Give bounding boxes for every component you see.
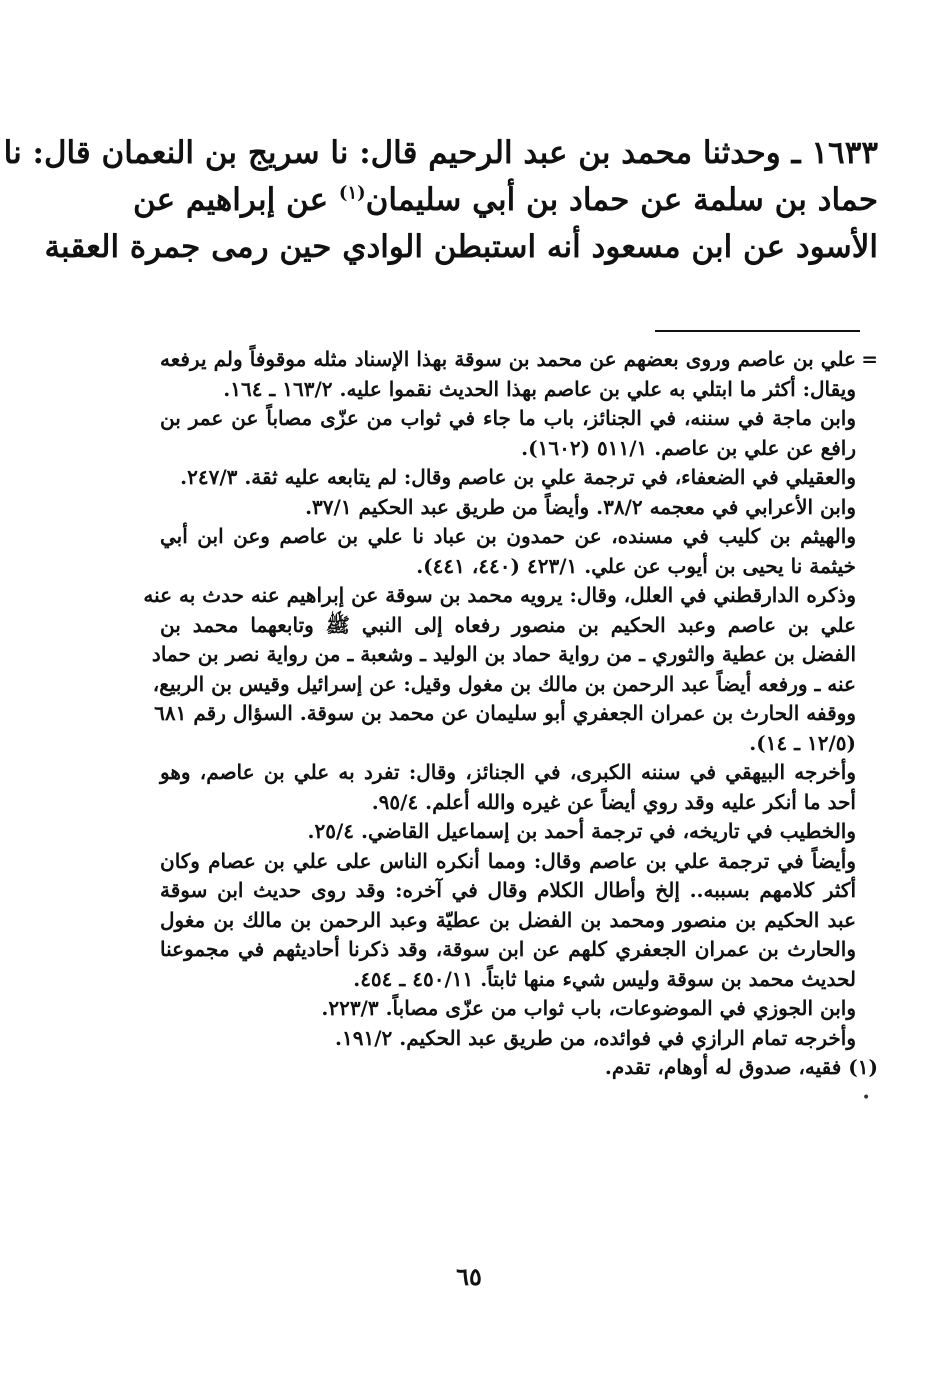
continuation-mark: = xyxy=(861,347,878,371)
note-line-text: الفضل بن عطية والثوري ـ من رواية حماد بن الوليد ـ وشعبة ـ من رواية نصر بن حماد xyxy=(151,642,856,666)
note-line xyxy=(160,404,878,434)
hadith-line-2-text-b: عن إبراهيم عن xyxy=(133,182,339,218)
note-line-text: ويقال: أكثر ما ابتلي به علي بن عاصم بهذا الحديث نقموا عليه. ١٦٣/٢ ـ ١٦٤. xyxy=(223,376,856,401)
note-line-text: (١٢/٥ ـ ١٤). xyxy=(749,730,856,755)
note-line-text: والحارث بن عمران الجعفري كلهم عن ابن سوقة، وقد ذكرنا أحاديثهم في مجموعنا xyxy=(160,937,856,961)
note-line xyxy=(160,965,878,995)
hadith-number: ١٦٣٣ xyxy=(811,135,878,171)
footnotes-block xyxy=(143,345,878,1083)
note-line-text: أحد ما أنكر عليه وقد روي أيضاً عن غيره والله أعلم. ٩٥/٤. xyxy=(371,789,856,814)
page-number: ٦٥ xyxy=(456,1262,482,1291)
note-line xyxy=(154,699,878,729)
note-line xyxy=(151,640,878,670)
note-line xyxy=(160,758,878,788)
note-line-text: وابن الأعرابي في معجمه ٣٨/٢. وأيضاً من طريق عبد الحكيم ٣٧/١. xyxy=(305,494,856,519)
hadith-line-3-text: الأسود عن ابن مسعود أنه استبطن الوادي حين رمى جمرة العقبة xyxy=(44,229,878,265)
note-line-text: والخطيب في تاريخه، في ترجمة أحمد بن إسماعيل القاضي. ٢٥/٤. xyxy=(307,819,856,843)
note-line-text: لحديث محمد بن سوقة وليس شيء منها ثابتاً. ٤٥٠/١١ ـ ٤٥٤. xyxy=(353,966,856,991)
note-line xyxy=(160,788,878,818)
note-line-text: وابن الجوزي في الموضوعات، باب ثواب من عزّى مصاباً. ٢٢٣/٣. xyxy=(321,996,856,1020)
note-line-text: أكثر كلامهم بسببه.. إلخ وأطال الكلام وقال في آخره: وقد روى حديث ابن سوقة xyxy=(160,878,856,902)
hadith-line-2 xyxy=(133,177,878,224)
note-line-text: وأخرجه تمام الرازي في فوائده، من طريق عبد الحكيم. ١٩١/٢. xyxy=(335,1025,856,1050)
note-line-text: وذكره الدارقطني في العلل، وقال: يرويه محمد بن سوقة عن إبراهيم عنه حدث به عنه xyxy=(143,583,856,607)
note-line xyxy=(160,345,878,375)
footnote-1 xyxy=(160,1053,878,1083)
note-line xyxy=(160,375,878,405)
note-line xyxy=(160,493,878,523)
note-line-text: وأخرجه البيهقي في سننه الكبرى، في الجنائز، وقال: تفرد به علي بن عاصم، وهو xyxy=(160,760,856,784)
hadith-line-3 xyxy=(44,224,878,271)
footnote-1-text: (١) فقيه، صدوق له أوهام، تقدم. xyxy=(604,1055,878,1079)
note-line xyxy=(160,729,878,759)
note-line-text: علي بن عاصم وروى بعضهم عن محمد بن سوقة بهذا الإسناد مثله موقوفاً ولم يرفعه xyxy=(160,347,856,371)
note-line xyxy=(160,552,878,582)
note-line-text: رافع عن علي بن عاصم. ٥١١/١ (١٦٠٢). xyxy=(521,435,856,460)
note-line xyxy=(160,1024,878,1054)
note-line xyxy=(160,994,878,1024)
note-line xyxy=(160,522,878,552)
hadith-text xyxy=(3,130,878,271)
note-line xyxy=(160,935,878,965)
note-line xyxy=(160,611,878,641)
note-line xyxy=(160,906,878,936)
note-line-text: خيثمة نا يحيى بن أيوب عن علي. ٤٢٣/١ (٤٤٠، ٤٤١). xyxy=(416,553,856,578)
hadith-line-1 xyxy=(3,130,878,177)
note-line-text: علي بن عاصم وعبد الحكيم بن منصور رفعاه إلى النبي ﷺ وتابعهما محمد بن xyxy=(160,612,856,637)
hadith-line-1-text: ـ وحدثنا محمد بن عبد الرحيم قال: نا سريج بن النعمان قال: نا xyxy=(3,135,812,171)
note-line xyxy=(160,876,878,906)
footnote-reference: (١) xyxy=(338,182,366,204)
note-line-text: ووقفه الحارث بن عمران الجعفري أبو سليمان عن محمد بن سوقة. السؤال رقم ٦٨١ xyxy=(154,701,856,725)
note-line xyxy=(160,817,878,847)
note-line xyxy=(160,434,878,464)
note-line-text: والهيثم بن كليب في مسنده، عن حمدون بن عباد نا علي بن عاصم وعن ابن أبي xyxy=(160,524,856,548)
hadith-line-2-text-a: حماد بن سلمة عن حماد بن أبي سليمان xyxy=(365,182,878,218)
footnote-separator xyxy=(655,330,860,332)
stray-mark: • xyxy=(862,1090,871,1106)
note-line xyxy=(160,463,878,493)
note-line-text: والعقيلي في الضعفاء، في ترجمة علي بن عاصم وقال: لم يتابعه عليه ثقة. ٢٤٧/٣. xyxy=(180,465,856,489)
note-line xyxy=(143,581,878,611)
note-line-text: عنه ـ ورفعه أيضاً عبد الرحمن بن مالك بن مغول وقيل: عن إسرائيل وقيس بن الربيع، xyxy=(152,671,856,696)
note-line-text: وأيضاً في ترجمة علي بن عاصم وقال: ومما أنكره الناس على علي بن عصام وكان xyxy=(160,848,856,873)
note-line xyxy=(152,670,878,700)
note-line xyxy=(160,847,878,877)
note-line-text: عبد الحكيم بن منصور ومحمد بن الفضل بن عطيّة وعبد الرحمن بن مالك بن مغول xyxy=(160,907,856,932)
note-line-text: وابن ماجة في سننه، في الجنائز، باب ما جاء في ثواب من عزّى مصاباً عن عمر بن xyxy=(160,406,856,430)
